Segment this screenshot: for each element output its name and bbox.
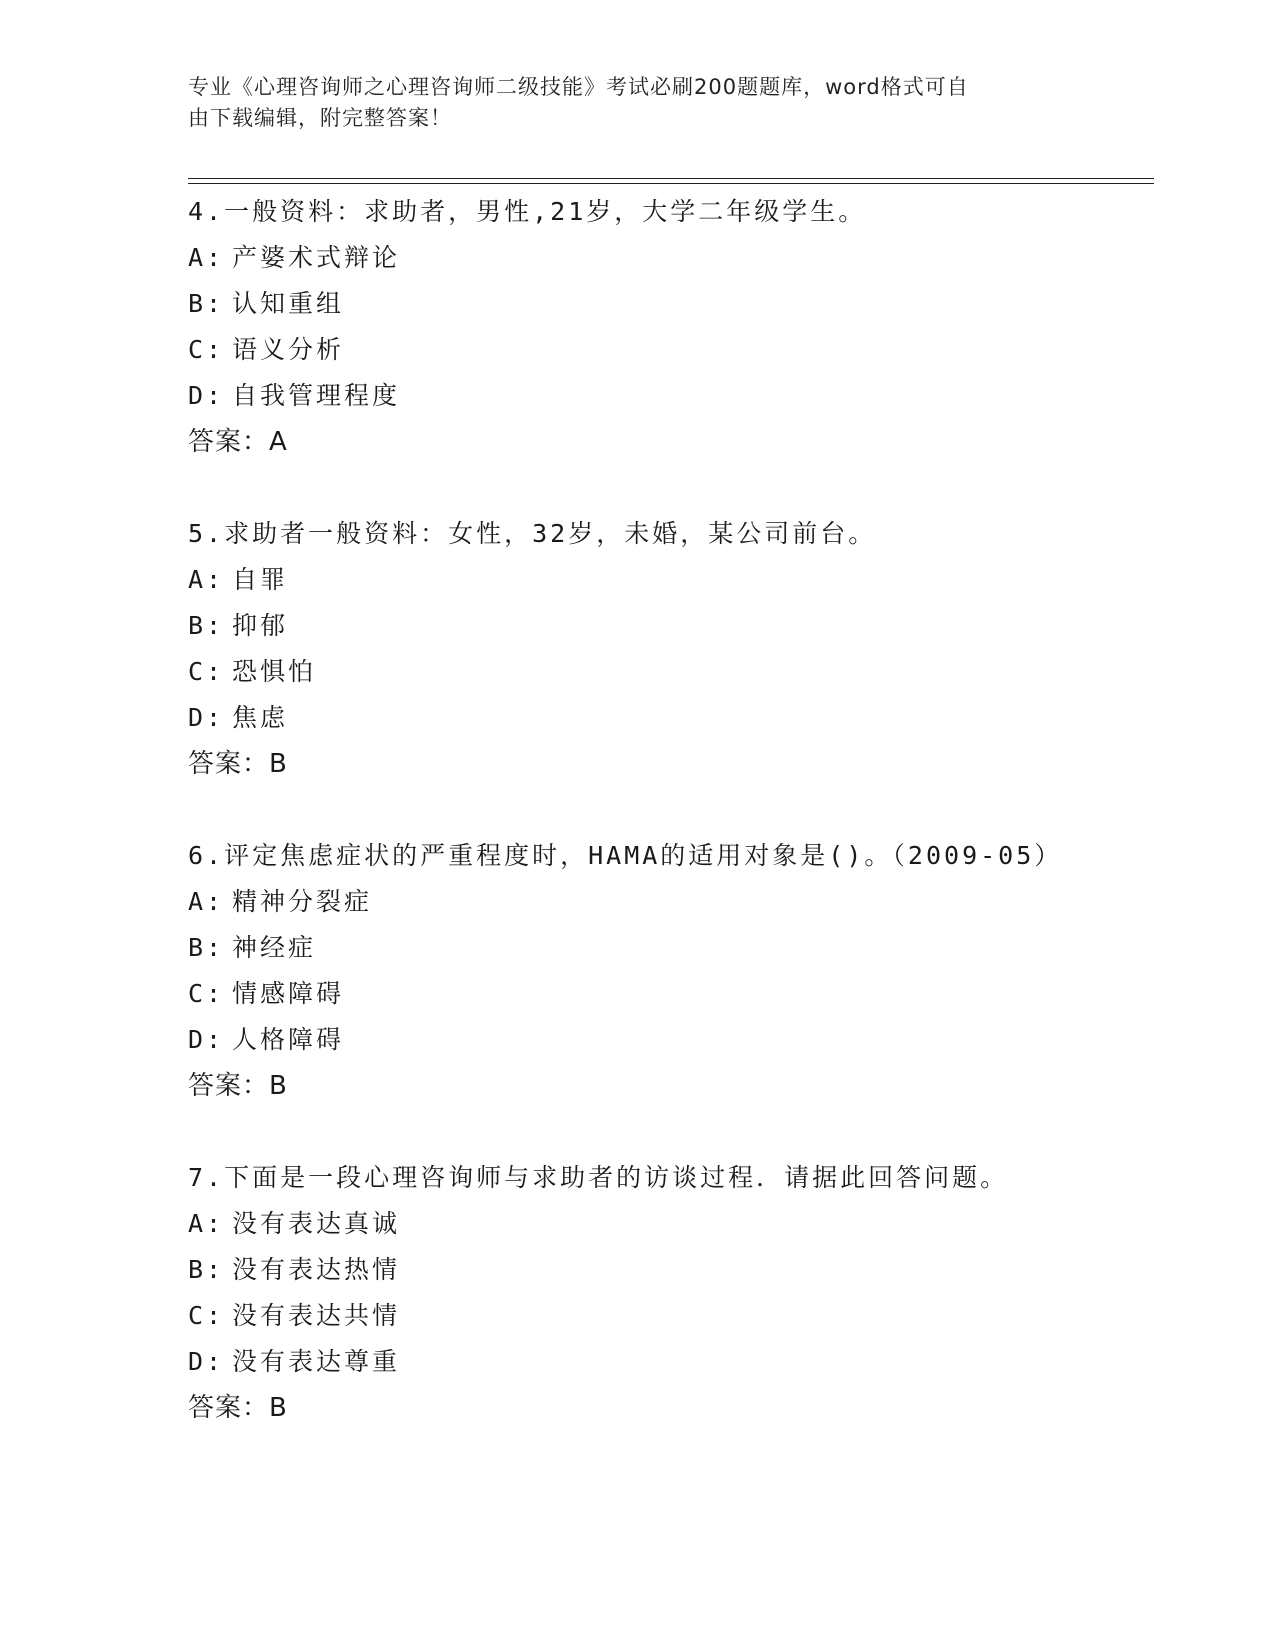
option-d [188, 695, 1148, 741]
option-text: 语义分析 [232, 335, 345, 364]
question-stem: 7.下面是一段心理咨询师与求助者的访谈过程．请据此回答问题。 [188, 1163, 1009, 1192]
question-stem: 4.一般资料：求助者，男性,21岁，大学二年级学生。 [188, 197, 867, 226]
answer-line: 答案：A [188, 427, 288, 457]
option-label: C: [188, 657, 225, 686]
option-text: 焦虑 [232, 703, 289, 732]
answer-line: 答案：B [188, 1071, 288, 1101]
option-text: 认知重组 [232, 289, 345, 318]
option-label: A: [188, 887, 225, 916]
option-b [188, 1247, 1148, 1293]
question-stem: 5.求助者一般资料：女性，32岁，未婚，某公司前台。 [188, 519, 877, 548]
option-label: D: [188, 381, 225, 410]
option-a [188, 557, 1148, 603]
option-c [188, 649, 1148, 695]
option-c [188, 327, 1148, 373]
document-header [188, 72, 1068, 134]
option-text: 没有表达热情 [232, 1255, 401, 1284]
option-label: A: [188, 1209, 225, 1238]
question-stem: 6.评定焦虑症状的严重程度时，HAMA的适用对象是()。（2009-05） [188, 841, 1063, 870]
option-label: D: [188, 1025, 225, 1054]
option-c [188, 1293, 1148, 1339]
header-divider-top [188, 178, 1154, 179]
option-text: 自罪 [232, 565, 289, 594]
option-label: B: [188, 1255, 225, 1284]
option-text: 精神分裂症 [232, 887, 373, 916]
option-label: B: [188, 611, 225, 640]
option-label: A: [188, 243, 225, 272]
option-label: D: [188, 1347, 225, 1376]
option-b [188, 281, 1148, 327]
option-text: 抑郁 [232, 611, 289, 640]
option-text: 人格障碍 [232, 1025, 345, 1054]
option-text: 恐惧怕 [232, 657, 317, 686]
option-label: B: [188, 933, 225, 962]
question-list [188, 189, 1148, 1477]
option-a [188, 879, 1148, 925]
option-label: C: [188, 1301, 225, 1330]
answer-line: 答案：B [188, 749, 288, 779]
option-text: 没有表达尊重 [232, 1347, 401, 1376]
option-label: C: [188, 979, 225, 1008]
header-line-1: 专业《心理咨询师之心理咨询师二级技能》考试必刷200题题库，word格式可自 [188, 75, 969, 99]
question-7 [188, 1155, 1148, 1431]
option-text: 产婆术式辩论 [232, 243, 401, 272]
option-text: 没有表达共情 [232, 1301, 401, 1330]
option-label: C: [188, 335, 225, 364]
option-text: 情感障碍 [232, 979, 345, 1008]
question-5 [188, 511, 1148, 787]
question-4 [188, 189, 1148, 465]
header-divider-bottom [188, 183, 1154, 184]
option-a [188, 235, 1148, 281]
option-d [188, 1017, 1148, 1063]
option-a [188, 1201, 1148, 1247]
option-label: D: [188, 703, 225, 732]
option-d [188, 1339, 1148, 1385]
header-line-2: 由下载编辑，附完整答案！ [188, 106, 452, 130]
option-c [188, 971, 1148, 1017]
option-text: 没有表达真诚 [232, 1209, 401, 1238]
option-label: B: [188, 289, 225, 318]
option-text: 自我管理程度 [232, 381, 401, 410]
option-b [188, 925, 1148, 971]
option-text: 神经症 [232, 933, 317, 962]
option-d [188, 373, 1148, 419]
question-6 [188, 833, 1148, 1109]
option-label: A: [188, 565, 225, 594]
answer-line: 答案：B [188, 1393, 288, 1423]
option-b [188, 603, 1148, 649]
